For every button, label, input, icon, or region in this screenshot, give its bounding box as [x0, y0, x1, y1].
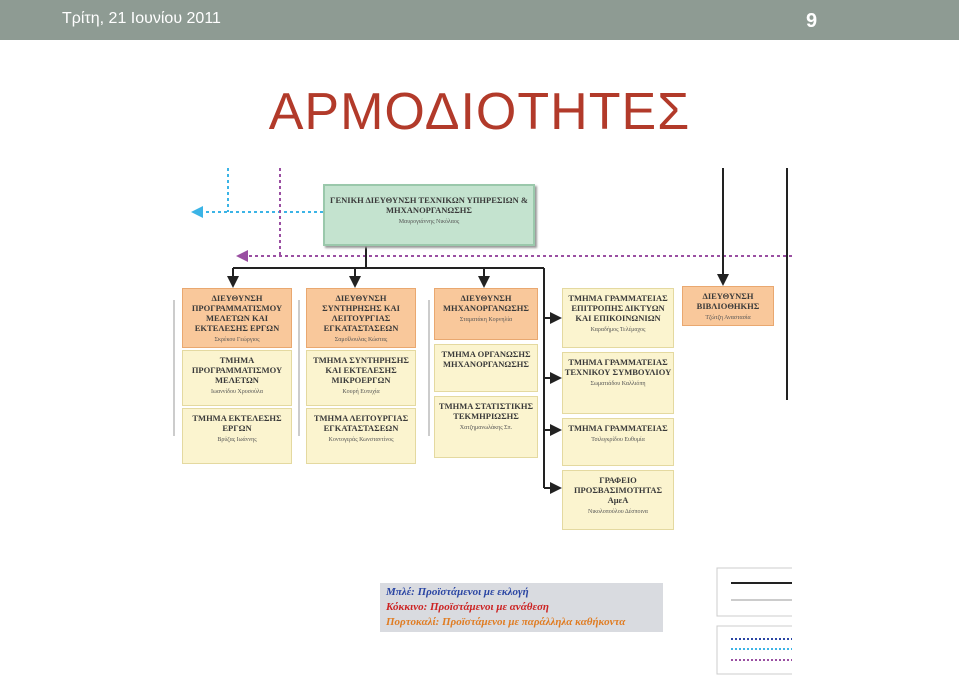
- box-name: Τζώτζη Αναστασία: [705, 315, 751, 321]
- box-name: Σκρέκου Γεώργιος: [214, 337, 260, 343]
- box-name: Κοντογεράς Κωνσταντίνος: [328, 437, 394, 443]
- legend-blue: Μπλέ: Προϊστάμενοι με εκλογή: [386, 586, 529, 598]
- box-col4-0: [562, 288, 674, 348]
- box-col5-0: [682, 286, 774, 326]
- box-title: ΤΜΗΜΑ ΣΥΝΤΗΡΗΣΗΣ ΚΑΙ ΕΚΤΕΛΕΣΗΣ ΜΙΚΡΟΕΡΓΩΝ: [313, 355, 409, 385]
- box-title: ΔΙΕΥΘΥΝΣΗ ΠΡΟΓΡΑΜΜΑΤΙΣΜΟΥ ΜΕΛΕΤΩΝ ΚΑΙ ΕΚΤΕΛΕΣΗΣ ΕΡΓΩΝ: [191, 293, 283, 333]
- box-name: Σαμοΐλουλας Κώστας: [334, 337, 388, 343]
- slide-date: Τρίτη, 21 Ιουνίου 2011: [62, 10, 221, 27]
- box-name: Καραδήμος Τελέμαχος: [590, 327, 646, 333]
- box-col4-1: [562, 352, 674, 414]
- box-title: ΤΜΗΜΑ ΓΡΑΜΜΑΤΕΙΑΣ: [568, 423, 668, 433]
- box-name: Τσιλιγκρίδου Ευθυμία: [591, 437, 645, 443]
- root-box: [323, 184, 535, 246]
- box-col2-2: [306, 408, 416, 464]
- header-bar: [0, 0, 959, 40]
- box-col3-2: [434, 396, 538, 458]
- slide-title: ΑΡΜΟΔΙΟΤΗΤΕΣ: [268, 83, 691, 141]
- slide-number: 9: [806, 10, 818, 32]
- box-title: ΤΜΗΜΑ ΕΚΤΕΛΕΣΗΣ ΕΡΓΩΝ: [192, 413, 282, 433]
- box-title: ΤΜΗΜΑ ΓΡΑΜΜΑΤΕΙΑΣ ΤΕΧΝΙΚΟΥ ΣΥΜΒΟΥΛΙΟΥ: [564, 357, 672, 377]
- box-title: ΤΜΗΜΑ ΛΕΙΤΟΥΡΓΙΑΣ ΕΓΚΑΤΑΣΤΑΣΕΩΝ: [313, 413, 409, 433]
- box-title: ΔΙΕΥΘΥΝΣΗ ΜΗΧΑΝΟΡΓΑΝΩΣΗΣ: [443, 293, 529, 313]
- box-col2-0: [306, 288, 416, 348]
- box-title: ΤΜΗΜΑ ΟΡΓΑΝΩΣΗΣ ΜΗΧΑΝΟΡΓΑΝΩΣΗΣ: [441, 349, 531, 369]
- legend-orange: Πορτοκαλί: Προϊστάμενοι με παράλληλα καθήκοντα: [386, 616, 626, 628]
- box-name: Σωματιάδου Καλλιόπη: [590, 381, 646, 387]
- box-title: ΔΙΕΥΘΥΝΣΗ ΣΥΝΤΗΡΗΣΗΣ ΚΑΙ ΛΕΙΤΟΥΡΓΙΑΣ ΕΓΚΑΤΑΣΤΑΣΕΩΝ: [322, 293, 400, 333]
- box-col1-0: [182, 288, 292, 348]
- box-col1-2: [182, 408, 292, 464]
- box-col4-3: [562, 470, 674, 530]
- box-col4-2: [562, 418, 674, 466]
- box-name: Νικολοπούλου Δέσποινα: [588, 509, 648, 515]
- box-name: Χατζημανωλάκης Σπ.: [459, 425, 513, 431]
- box-name: Σταματάκη Κορνηλία: [459, 317, 513, 323]
- box-name: Κουρή Ευτυχία: [342, 389, 380, 395]
- box-name: Βρύζας Ιωάννης: [217, 437, 257, 443]
- box-title: ΤΜΗΜΑ ΓΡΑΜΜΑΤΕΙΑΣ ΕΠΙΤΡΟΠΗΣ ΔΙΚΤΥΩΝ ΚΑΙ ΕΠΙΚΟΙΝΩΝΙΩΝ: [568, 293, 668, 323]
- box-col2-1: [306, 350, 416, 406]
- box-title: ΔΙΕΥΘΥΝΣΗ ΒΙΒΛΙΟΘΗΚΗΣ: [696, 291, 760, 311]
- box-title: ΓΡΑΦΕΙΟ ΠΡΟΣΒΑΣΙΜΟΤΗΤΑΣ ΑμεΑ: [573, 475, 663, 505]
- root-title: ΓΕΝΙΚΗ ΔΙΕΥΘΥΝΣΗ ΤΕΧΝΙΚΩΝ ΥΠΗΡΕΣΙΩΝ & ΜΗΧΑΝΟΡΓΑΝΩΣΗΣ: [330, 195, 528, 215]
- legend-box: [380, 583, 663, 632]
- box-title: ΤΜΗΜΑ ΣΤΑΤΙΣΤΙΚΗΣ ΤΕΚΜΗΡΙΩΣΗΣ: [438, 401, 534, 421]
- box-col1-1: [182, 350, 292, 406]
- root-name: Μαυρογιάννης Νικόλαος: [398, 219, 460, 225]
- box-name: Ιωαννίδου Χρυσούλα: [211, 389, 263, 395]
- legend-red: Κόκκινο: Προϊστάμενοι με ανάθεση: [386, 601, 549, 613]
- box-col3-0: [434, 288, 538, 340]
- box-title: ΤΜΗΜΑ ΠΡΟΓΡΑΜΜΑΤΙΣΜΟΥ ΜΕΛΕΤΩΝ: [191, 355, 283, 385]
- box-col3-1: [434, 344, 538, 392]
